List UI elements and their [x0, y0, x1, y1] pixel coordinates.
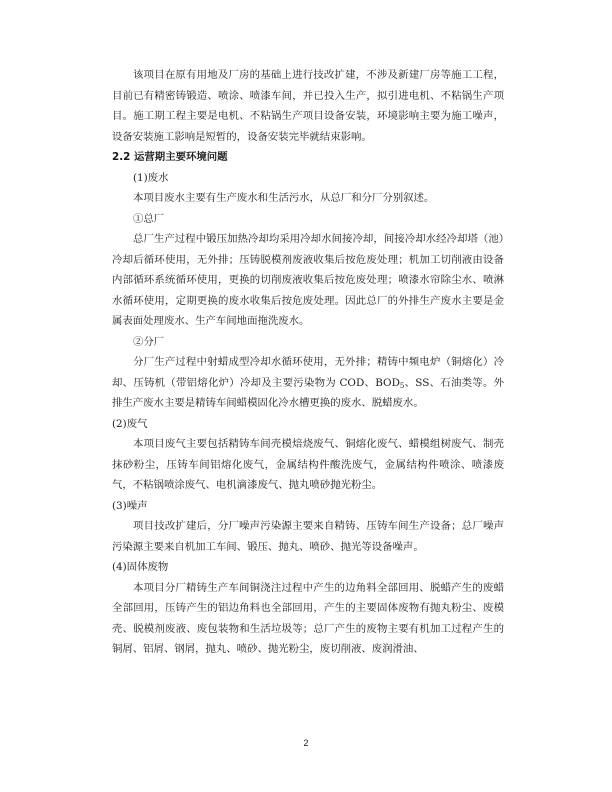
main-plant-paragraph: 总厂生产过程中锻压加热冷却均采用冷却水间接冷却，间接冷却水经冷却塔（池）冷却后循环使用，无外排；压铸脱模剂废液收集后按危废处理；机加工切削液由设备内部循环系统循环使用，更换的切削废液收集后按危废处理；喷漆水帘除尘水、喷淋水循环使用，定期更换的废水收集后按危废处理。因此总厂的外排生产废水主要是金属表面处理废水、生产车间地面拖洗废水。	[112, 233, 504, 327]
intro-paragraph: 该项目在原有用地及厂房的基础上进行技改扩建，不涉及新建厂房等施工工程，目前已有精密铸锻造、喷涂、喷漆车间，并已投入生产，拟引进电机、不粘锅生产项目。施工期工程主要是电机、不粘锅生产项目设备安装，环境影响主要为施工噪声，设备安装施工影响是短暂的，设备安装完毕就结束影响。	[112, 69, 504, 143]
bod-subscript: 5	[399, 381, 405, 390]
branch-text-part-a: 分厂生产过程中射蜡成型冷却水循环使用，无外排；精铸中频电炉（铜熔化）冷却、压铸机（带铝熔化炉）冷却及主要污染物为 COD、BOD	[112, 356, 504, 389]
branch-plant-title: ②分厂	[133, 335, 165, 348]
branch-text-part-b: 、SS、石油类等。外排生产废水主要是精铸车间蜡模固化冷水槽更换的废水、脱蜡废水。	[112, 376, 504, 409]
section-heading: 2.2 运营期主要环境问题	[112, 151, 228, 163]
wastewater-intro: 本项目废水主要有生产废水和生活污水，从总厂和分厂分别叙述。	[133, 192, 435, 204]
noise-paragraph: 项目技改扩建后，分厂噪声污染源主要来自精铸、压铸车间生产设备；总厂噪声污染源主要来自机加工车间、锻压、抛丸、喷砂、抛光等设备噪声。	[112, 520, 504, 553]
branch-plant-paragraph	[112, 352, 504, 414]
solid-waste-paragraph: 本项目分厂精铸生产车间铜浇注过程中产生的边角料全部回用、脱蜡产生的废蜡全部回用，压铸产生的铝边角料也全部回用，产生的主要固体废物有抛丸粉尘、废模壳、脱模剂废液、废包装物和生活垃圾等；总厂产生的废物主要有机加工过程产生的铜屑、铝屑、钢屑，抛丸、喷砂、抛光粉尘，废切削液、废润滑油、	[112, 581, 504, 655]
document-body	[112, 65, 504, 660]
waste-gas-title: (2)废气	[112, 417, 148, 430]
solid-waste-title: (4)固体废物	[112, 561, 169, 573]
waste-gas-paragraph: 本项目废气主要包括精铸车间壳模焙烧废气、铜熔化废气、蜡模组树废气、制壳抹砂粉尘，压铸车间铝熔化废气，金属结构件酸洗废气，金属结构件喷涂、喷漆废气，不粘锅喷涂废气、电机滴漆废气、抛丸喷砂抛光粉尘。	[112, 438, 504, 491]
noise-title: (3)噪声	[112, 499, 148, 512]
page-number: 2	[303, 738, 309, 748]
main-plant-title: ①总厂	[133, 212, 165, 225]
wastewater-title: (1)废水	[133, 171, 169, 184]
